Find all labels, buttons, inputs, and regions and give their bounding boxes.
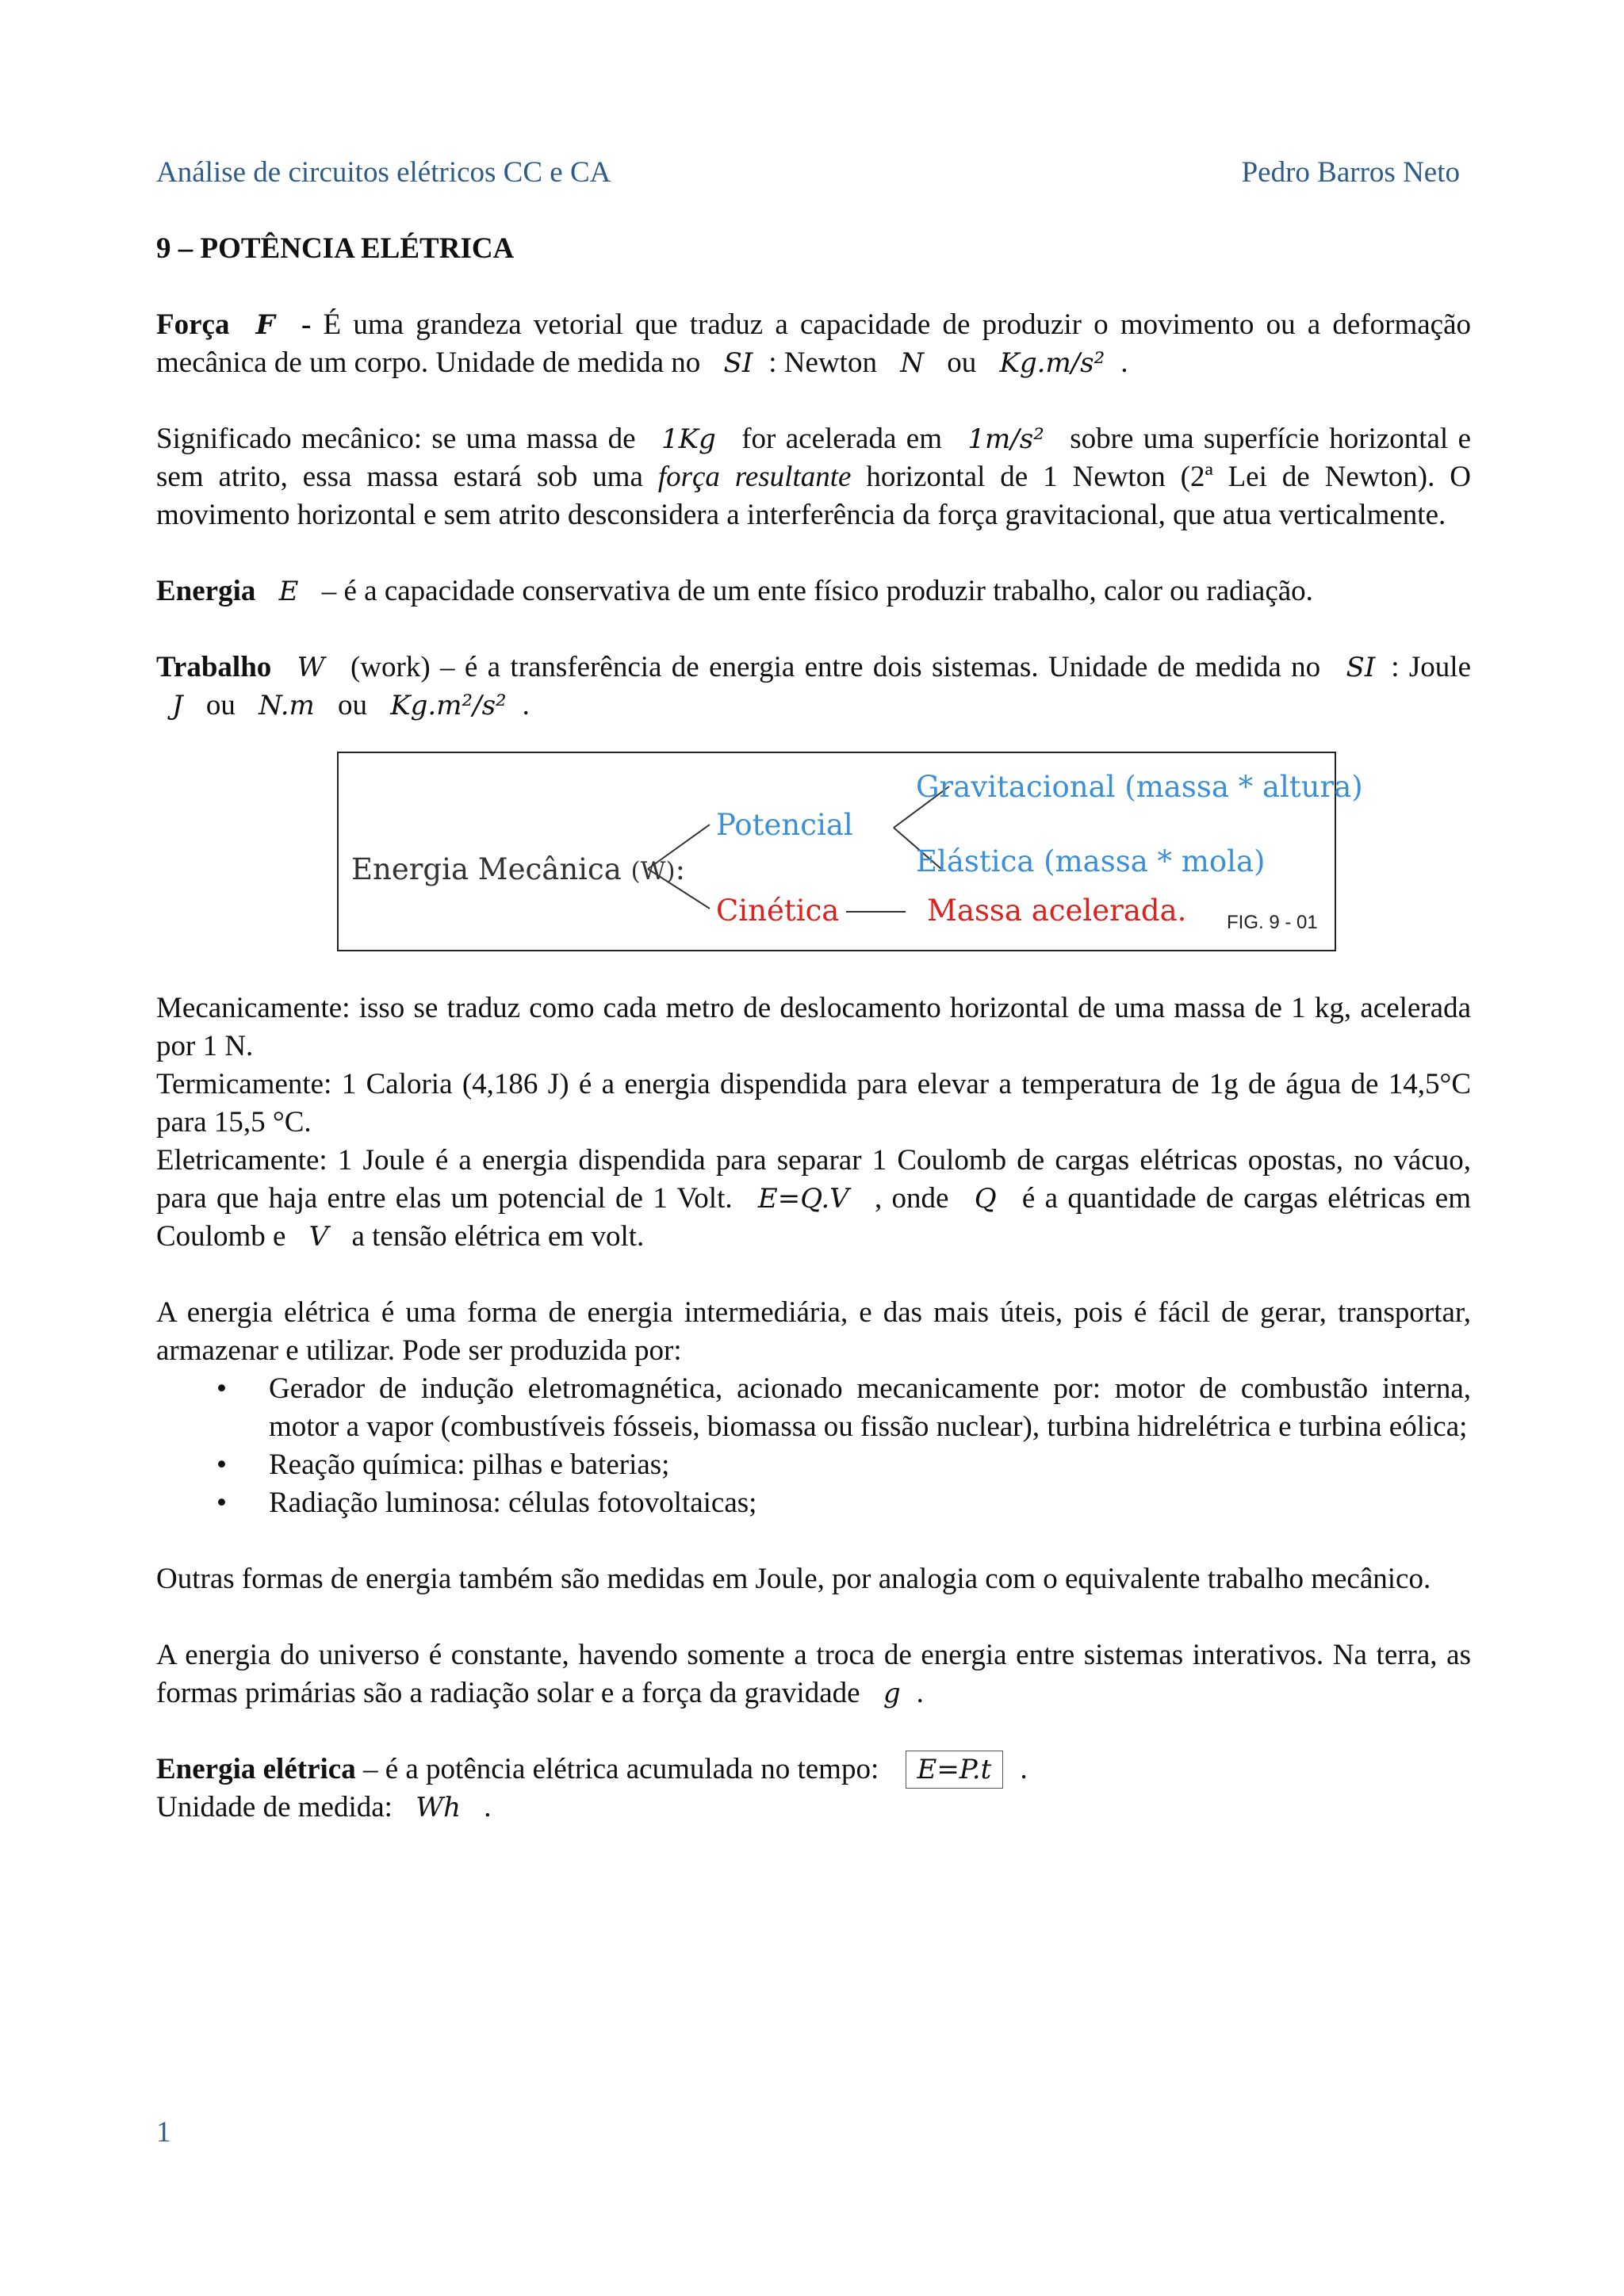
trabalho-text-a: (work) – é a transferência de energia entre dois sistemas. Unidade de medida no [350,651,1321,683]
term-energia-eletrica: Energia elétrica [156,1753,356,1785]
period-5: . [484,1791,492,1823]
ou-1: ou [205,689,236,721]
figure-elastica: Elástica (massa * mola) [916,844,1266,878]
eletricamente-text-d: a tensão elétrica em volt. [351,1220,645,1253]
force-unit: Kg.m/s² [999,347,1105,379]
joule-symbol: J [172,690,183,721]
emphasis-forca-resultante: força resultante [657,461,852,493]
figure-root-label [351,852,686,886]
bullet-text: Gerador de indução eletromagnética, acionado mecanicamente por: motor de combustão interna, motor a vapor (combustíveis fósseis, biomassa ou fissão nuclear), turbina hidrelétrica e turbina eólica; [269,1372,1471,1443]
bullet-list [156,1370,1471,1522]
paragraph-energia-eletrica [156,1751,1471,1789]
period-2: . [522,689,530,721]
mass-value: 1Kg [661,423,716,455]
bullet-icon: • [216,1448,227,1481]
bullet-icon: • [216,1487,227,1519]
symbol-f: F [255,309,275,341]
figure-gravitacional: Gravitacional (massa * altura) [916,770,1363,804]
paragraph-eletricamente [156,1142,1471,1256]
period: . [1120,346,1128,379]
section-title: 9 – POTÊNCIA ELÉTRICA [156,232,515,265]
forca-text-a: É uma grandeza vetorial que traduz a capacidade de produzir o movimento ou a deformação mecânica de um corpo. Unidade de medida no [156,308,1472,379]
list-item [156,1370,1471,1446]
period-3: . [916,1677,924,1709]
paragraph-mecanicamente: Mecanicamente: isso se traduz como cada metro de deslocamento horizontal de uma massa de 1 kg, acelerada por 1 N. [156,992,1471,1062]
significado-text-b: for acelerada em [741,423,942,455]
dash: - [301,308,312,341]
eletricamente-text-b: , onde [875,1182,949,1215]
paragraph-termicamente: Termicamente: 1 Caloria (4,186 J) é a energia dispendida para elevar a temperatura de 1g de água de 14,5°C para 15,5 °C. [156,1068,1471,1138]
figure-caption: FIG. 9 - 01 [1227,912,1318,933]
si-symbol: SI [723,347,753,379]
nm-unit: N.m [259,690,315,721]
paragraph-energia-eletrica-intro: A energia elétrica é uma forma de energia intermediária, e das mais úteis, pois é fácil de gerar, transportar, armazenar e utilizar. Pode ser produzida por: [156,1296,1471,1367]
paragraph-unidade [156,1789,1471,1827]
root-colon: : [675,852,686,886]
significado-text-d: horizontal de 1 Newton (2ª Lei de Newton). O movimento horizontal e sem atrito desconsidera a interferência da força gravitacional, que atua verticalmente. [156,461,1471,531]
bullet-icon: • [216,1372,227,1405]
energia-text: – é a capacidade conservativa de um ente físico produzir trabalho, calor ou radiação. [321,575,1313,607]
accel-value: 1m/s² [967,423,1044,455]
bullet-text: Radiação luminosa: células fotovoltaicas; [269,1487,757,1519]
figure-massa-acelerada: Massa acelerada. [927,894,1187,928]
newton-symbol: N [900,347,924,379]
paragraph-significado [156,420,1471,534]
page-body [156,230,1471,1827]
unit-wh: Wh [416,1792,462,1823]
eletricamente-text-c: é a quantidade de cargas elétricas em Coulomb e [156,1182,1471,1253]
figure-cinetica: Cinética [716,894,840,928]
symbol-q: Q [974,1183,997,1215]
term-forca: Força [156,308,230,341]
paragraph-universo [156,1636,1471,1712]
header-title: Análise de circuitos elétricos CC e CA [156,156,611,189]
formula-ept: E=P.t [906,1751,1004,1789]
significado-text-c: sobre uma superfície horizontal e sem atrito, essa massa estará sob uma [156,423,1472,493]
si-symbol-2: SI [1346,652,1376,683]
symbol-e: E [278,576,299,607]
symbol-g: g [883,1678,901,1709]
formula-eqv: E=Q.V [757,1183,849,1215]
unidade-label: Unidade de medida: [156,1791,393,1823]
significado-text-a: Significado mecânico: se uma massa de [156,423,636,455]
figure-energia-mecanica [337,752,1363,951]
universo-text: A energia do universo é constante, havendo somente a troca de energia entre sistemas interativos. Na terra, as formas primárias são a radiação solar e a força da gravidade [156,1639,1471,1709]
header-author: Pedro Barros Neto [1241,156,1460,189]
page-number: 1 [156,2116,171,2149]
forca-text-b: : Newton [768,346,877,379]
root-symbol: (W) [630,857,676,886]
paragraph-trabalho [156,649,1471,725]
figure-potencial: Potencial [716,808,853,842]
period-4: . [1020,1753,1028,1785]
ou-2: ou [338,689,368,721]
term-energia: Energia [156,575,256,607]
paragraph-forca [156,306,1471,382]
root-text: Energia Mecânica [351,852,622,886]
ou: ou [947,346,977,379]
symbol-v: V [308,1221,329,1253]
paragraph-energia [156,572,1471,610]
trabalho-text-b: : Joule [1391,651,1471,683]
list-item [156,1484,1471,1522]
bullet-text: Reação química: pilhas e baterias; [269,1448,670,1481]
eletricamente-text-a: Eletricamente: 1 Joule é a energia dispendida para separar 1 Coulomb de cargas elétricas opostas, no vácuo, para que haja entre elas um potencial de 1 Volt. [156,1144,1471,1215]
list-item [156,1446,1471,1484]
work-unit: Kg.m²/s² [390,690,507,721]
term-trabalho: Trabalho [156,651,272,683]
symbol-w: W [297,652,325,683]
paragraph-outras: Outras formas de energia também são medidas em Joule, por analogia com o equivalente trabalho mecânico. [156,1563,1431,1595]
energia-eletrica-text: – é a potência elétrica acumulada no tempo: [362,1753,879,1785]
